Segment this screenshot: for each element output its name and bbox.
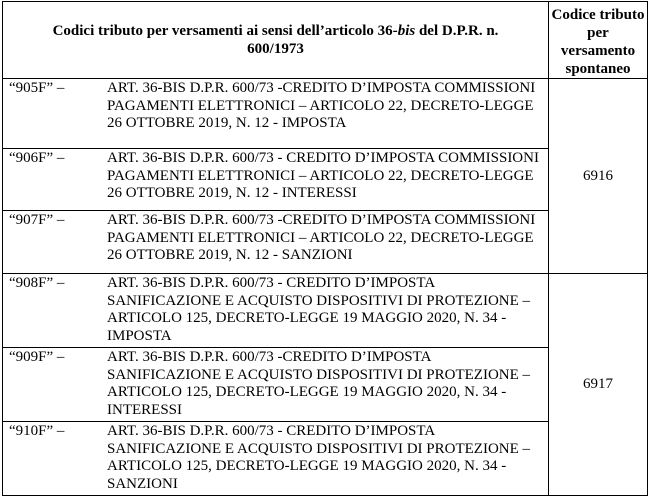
tax-code: “907F” – xyxy=(9,212,65,228)
tax-description: ART. 36-BIS D.P.R. 600/73 -CREDITO D’IMPOSTA COMMISSIONI PAGAMENTI ELETTRONICI – ARTICOLO 22, DECRETO-LEGGE 26 OTTOBRE 2019, N. 12 - IMPOSTA xyxy=(107,80,536,131)
row-cell xyxy=(3,211,549,274)
tax-description: ART. 36-BIS D.P.R. 600/73 -CREDITO D’IMPOSTA SANIFICAZIONE E ACQUISTO DISPOSITIVI DI PROTEZIONE – ARTICOLO 125, DECRETO-LEGGE 19 MAGGIO 2020, N. 34 - INTERESSI xyxy=(107,349,531,418)
tax-code: “909F” – xyxy=(9,349,65,365)
spontaneous-code-value: 6917 xyxy=(549,274,648,496)
table-row xyxy=(3,79,648,149)
tax-description: ART. 36-BIS D.P.R. 600/73 - CREDITO D’IMPOSTA COMMISSIONI PAGAMENTI ELETTRONICI – ARTICOLO 22, DECRETO-LEGGE 26 OTTOBRE 2019, N. 12 - INTERESSI xyxy=(107,150,539,201)
main-header xyxy=(3,2,549,79)
tax-code-table xyxy=(2,1,648,496)
header-row xyxy=(3,2,648,79)
tax-code: “906F” – xyxy=(9,150,65,166)
tax-code: “905F” – xyxy=(9,80,65,96)
row-cell xyxy=(3,274,549,348)
side-header: Codice tributo per versamento spontaneo xyxy=(549,2,648,79)
spontaneous-code-value: 6916 xyxy=(549,79,648,274)
row-cell xyxy=(3,79,549,149)
table-row xyxy=(3,274,648,348)
row-cell xyxy=(3,422,549,496)
main-header-text-2: del D.P.R. n. 600/1973 xyxy=(247,23,499,57)
row-cell xyxy=(3,149,549,211)
tax-code: “910F” – xyxy=(9,423,65,439)
tax-description: ART. 36-BIS D.P.R. 600/73 -CREDITO D’IMPOSTA COMMISSIONI PAGAMENTI ELETTRONICI – ARTICOLO 22, DECRETO-LEGGE 26 OTTOBRE 2019, N. 12 - SANZIONI xyxy=(107,212,536,263)
row-cell xyxy=(3,348,549,422)
tax-description: ART. 36-BIS D.P.R. 600/73 - CREDITO D’IMPOSTA SANIFICAZIONE E ACQUISTO DISPOSITIVI DI PROTEZIONE – ARTICOLO 125, DECRETO-LEGGE 19 MAGGIO 2020, N. 34 - IMPOSTA xyxy=(107,275,531,344)
tax-code: “908F” – xyxy=(9,275,65,291)
main-header-text-1: Codici tributo per versamenti ai sensi dell’articolo 36- xyxy=(52,23,398,39)
tax-description: ART. 36-BIS D.P.R. 600/73 - CREDITO D’IMPOSTA SANIFICAZIONE E ACQUISTO DISPOSITIVI DI PROTEZIONE – ARTICOLO 125, DECRETO-LEGGE 19 MAGGIO 2020, N. 34 - SANZIONI xyxy=(107,423,531,492)
main-header-italic: bis xyxy=(397,23,416,39)
